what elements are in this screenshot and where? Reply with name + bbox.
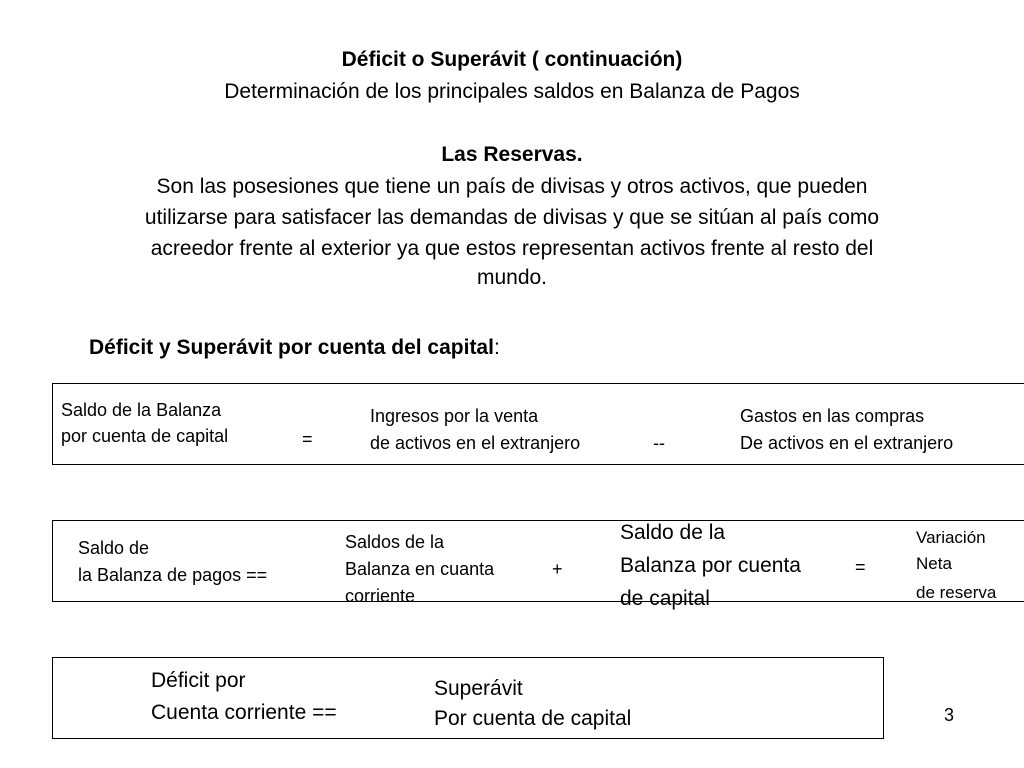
reserves-heading: Las Reservas.	[441, 143, 583, 166]
eq1-lhs-line: por cuenta de capital	[61, 426, 229, 446]
eq2-term2-line: de capital	[620, 587, 710, 610]
reserves-definition-line: utilizarse para satisfacer las demandas de divisas y que se sitúan al país como	[144, 206, 880, 229]
eq3-lhs-line: Déficit por	[151, 669, 246, 692]
reserves-definition-line: mundo.	[476, 266, 548, 289]
page-number: 3	[944, 705, 955, 725]
eq1-term2-line: De activos en el extranjero	[740, 433, 954, 453]
eq2-term2-line: Saldo de la	[620, 521, 726, 544]
eq1-lhs-line: Saldo de la Balanza	[61, 400, 222, 420]
eq1-minus-operator: --	[653, 433, 665, 453]
eq2-lhs-line: Saldo de	[78, 538, 150, 558]
eq3-rhs-line: Por cuenta de capital	[434, 707, 632, 730]
capital-heading	[89, 333, 500, 363]
eq2-lhs-line: la Balanza de pagos ==	[78, 565, 268, 585]
capital-heading-text: Déficit y Superávit por cuenta del capital	[89, 336, 494, 359]
eq2-equals-sign: =	[855, 557, 866, 577]
balance-of-payments-equation-box	[52, 520, 1024, 602]
reserves-definition-line: Son las posesiones que tiene un país de divisas y otros activos, que pueden	[156, 175, 868, 198]
eq3-rhs-line: Superávit	[434, 677, 523, 700]
eq2-plus-operator: +	[552, 559, 563, 579]
eq1-term2-line: Gastos en las compras	[740, 406, 925, 426]
reserves-definition-line: acreedor frente al exterior ya que estos representan activos frente al resto del	[150, 237, 874, 260]
eq1-term1-line: Ingresos por la venta	[370, 406, 539, 426]
eq2-term1-line: corriente	[345, 586, 416, 606]
capital-heading-colon: :	[493, 336, 500, 359]
eq2-term3-line: Variación	[916, 528, 986, 547]
eq2-term3-line: de reserva	[916, 583, 997, 602]
eq1-term1-line: de activos en el extranjero	[370, 433, 581, 453]
eq2-term3-line: Neta	[916, 554, 952, 573]
slide-title: Déficit o Superávit ( continuación)	[341, 48, 683, 71]
eq2-term1-line: Saldos de la	[345, 532, 445, 552]
eq2-term1-line: Balanza en cuanta	[345, 559, 495, 579]
eq3-lhs-line: Cuenta corriente ==	[151, 701, 337, 724]
eq2-term2-line: Balanza por cuenta	[620, 554, 801, 577]
slide-subtitle: Determinación de los principales saldos en Balanza de Pagos	[224, 80, 800, 103]
eq1-equals-sign: =	[302, 429, 313, 449]
